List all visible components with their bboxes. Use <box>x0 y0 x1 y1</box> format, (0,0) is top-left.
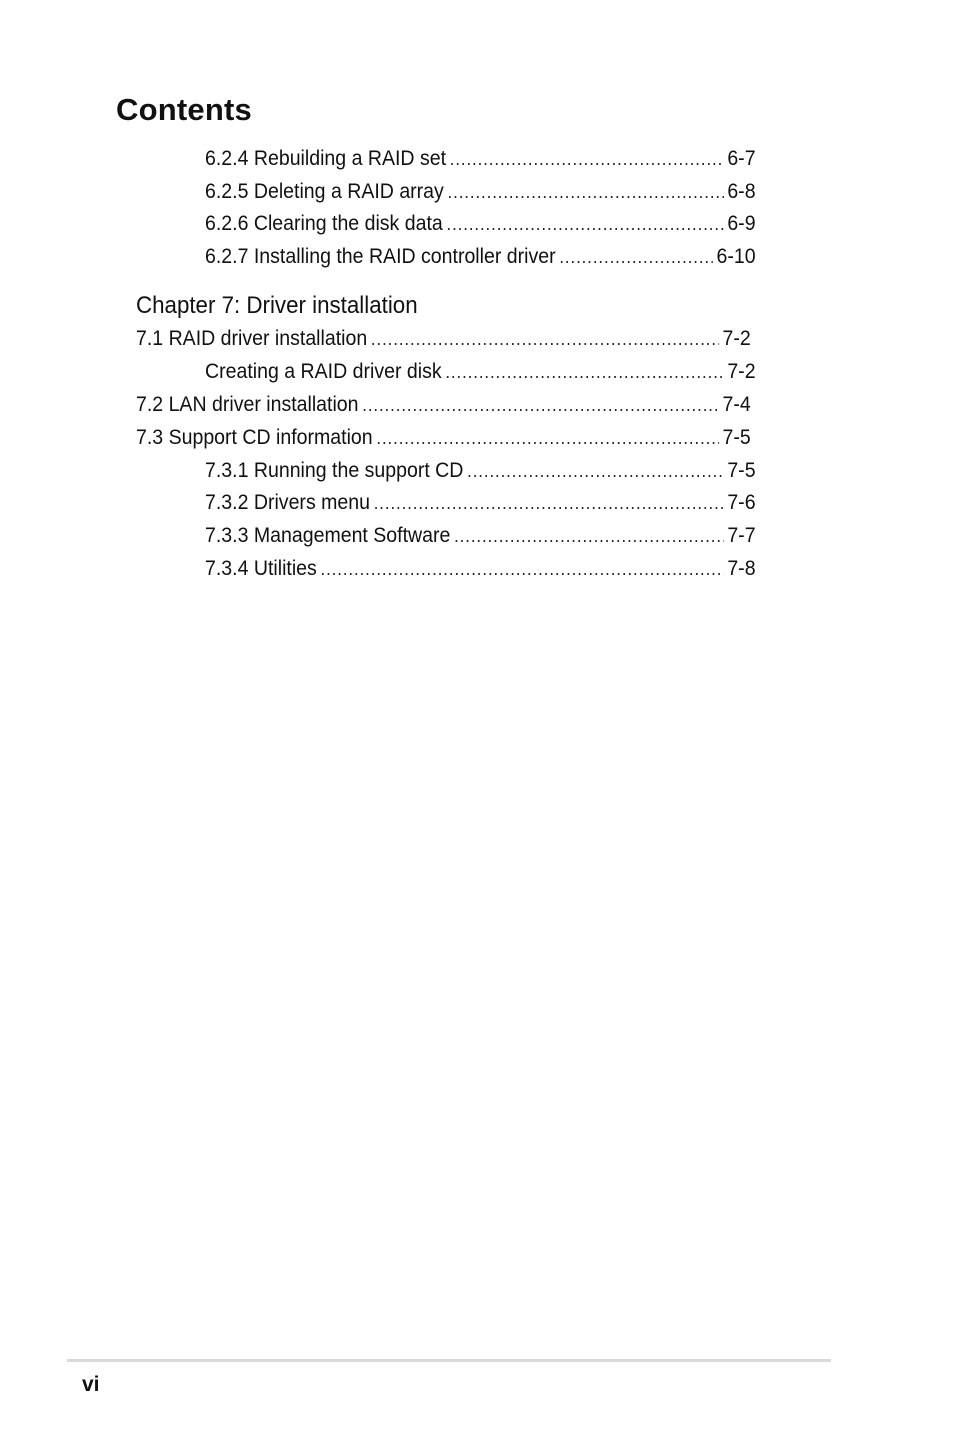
toc-entry-label: 7.1 RAID driver installation <box>136 327 368 350</box>
dot-leader <box>445 359 723 385</box>
toc-entry-page: 7-8 <box>727 557 756 580</box>
toc-entry-page: 7-6 <box>727 491 756 514</box>
toc-entry-7-2[interactable] <box>136 392 751 418</box>
toc-entry-page: 7-4 <box>722 393 751 416</box>
toc-entry-page: 7-2 <box>727 360 756 383</box>
toc-entry-6-2-7[interactable] <box>205 244 756 270</box>
dot-leader <box>559 244 712 270</box>
toc-entry-label: 6.2.7 Installing the RAID controller driver <box>205 245 556 268</box>
toc-entry-7-3-2[interactable] <box>205 490 756 516</box>
toc-entry-label: 6.2.4 Rebuilding a RAID set <box>205 147 447 170</box>
toc-entry-6-2-5[interactable] <box>205 179 756 205</box>
toc-entry-label: 7.3.2 Drivers menu <box>205 491 370 514</box>
toc-entry-label: 7.3.4 Utilities <box>205 557 317 580</box>
page-title: Contents <box>116 92 252 127</box>
toc-entry-label: 6.2.5 Deleting a RAID array <box>205 180 444 203</box>
toc-entry-label: 7.3 Support CD information <box>136 426 373 449</box>
toc-entry-page: 6-9 <box>727 212 756 235</box>
toc-entry-page: 6-7 <box>727 147 756 170</box>
toc-entry-7-3[interactable] <box>136 425 751 451</box>
toc-entry-label: 7.3.3 Management Software <box>205 524 451 547</box>
toc-entry-page: 7-2 <box>722 327 751 350</box>
toc-entry-label: 7.3.1 Running the support CD <box>205 459 464 482</box>
dot-leader <box>362 392 719 418</box>
toc-entry-7-3-1[interactable] <box>205 458 756 484</box>
toc-entry-label: Creating a RAID driver disk <box>205 360 442 383</box>
toc-entry-label: 6.2.6 Clearing the disk data <box>205 212 443 235</box>
dot-leader <box>454 523 724 549</box>
toc-entry-7-1[interactable] <box>136 326 751 352</box>
toc-entry-page: 7-5 <box>727 459 756 482</box>
toc-entry-page: 7-7 <box>727 524 756 547</box>
chapter-heading[interactable]: Chapter 7: Driver installation <box>136 292 418 319</box>
footer-divider <box>67 1359 831 1362</box>
toc-entry-label: 7.2 LAN driver installation <box>136 393 359 416</box>
toc-entry-7-3-3[interactable] <box>205 523 756 549</box>
dot-leader <box>371 326 719 352</box>
toc-entry-page: 6-8 <box>727 180 756 203</box>
toc-entry-6-2-4[interactable] <box>205 146 756 172</box>
toc-entry-creating-raid-driver-disk[interactable] <box>205 359 756 385</box>
dot-leader <box>450 146 724 172</box>
toc-entry-page: 7-5 <box>722 426 751 449</box>
page-number: vi <box>82 1373 100 1396</box>
dot-leader <box>467 458 723 484</box>
dot-leader <box>376 425 718 451</box>
toc-entry-6-2-6[interactable] <box>205 211 756 237</box>
toc-entry-page: 6-10 <box>716 245 756 268</box>
dot-leader <box>446 211 723 237</box>
dot-leader <box>374 490 724 516</box>
dot-leader <box>321 556 724 582</box>
toc-entry-7-3-4[interactable] <box>205 556 756 582</box>
dot-leader <box>448 179 724 205</box>
